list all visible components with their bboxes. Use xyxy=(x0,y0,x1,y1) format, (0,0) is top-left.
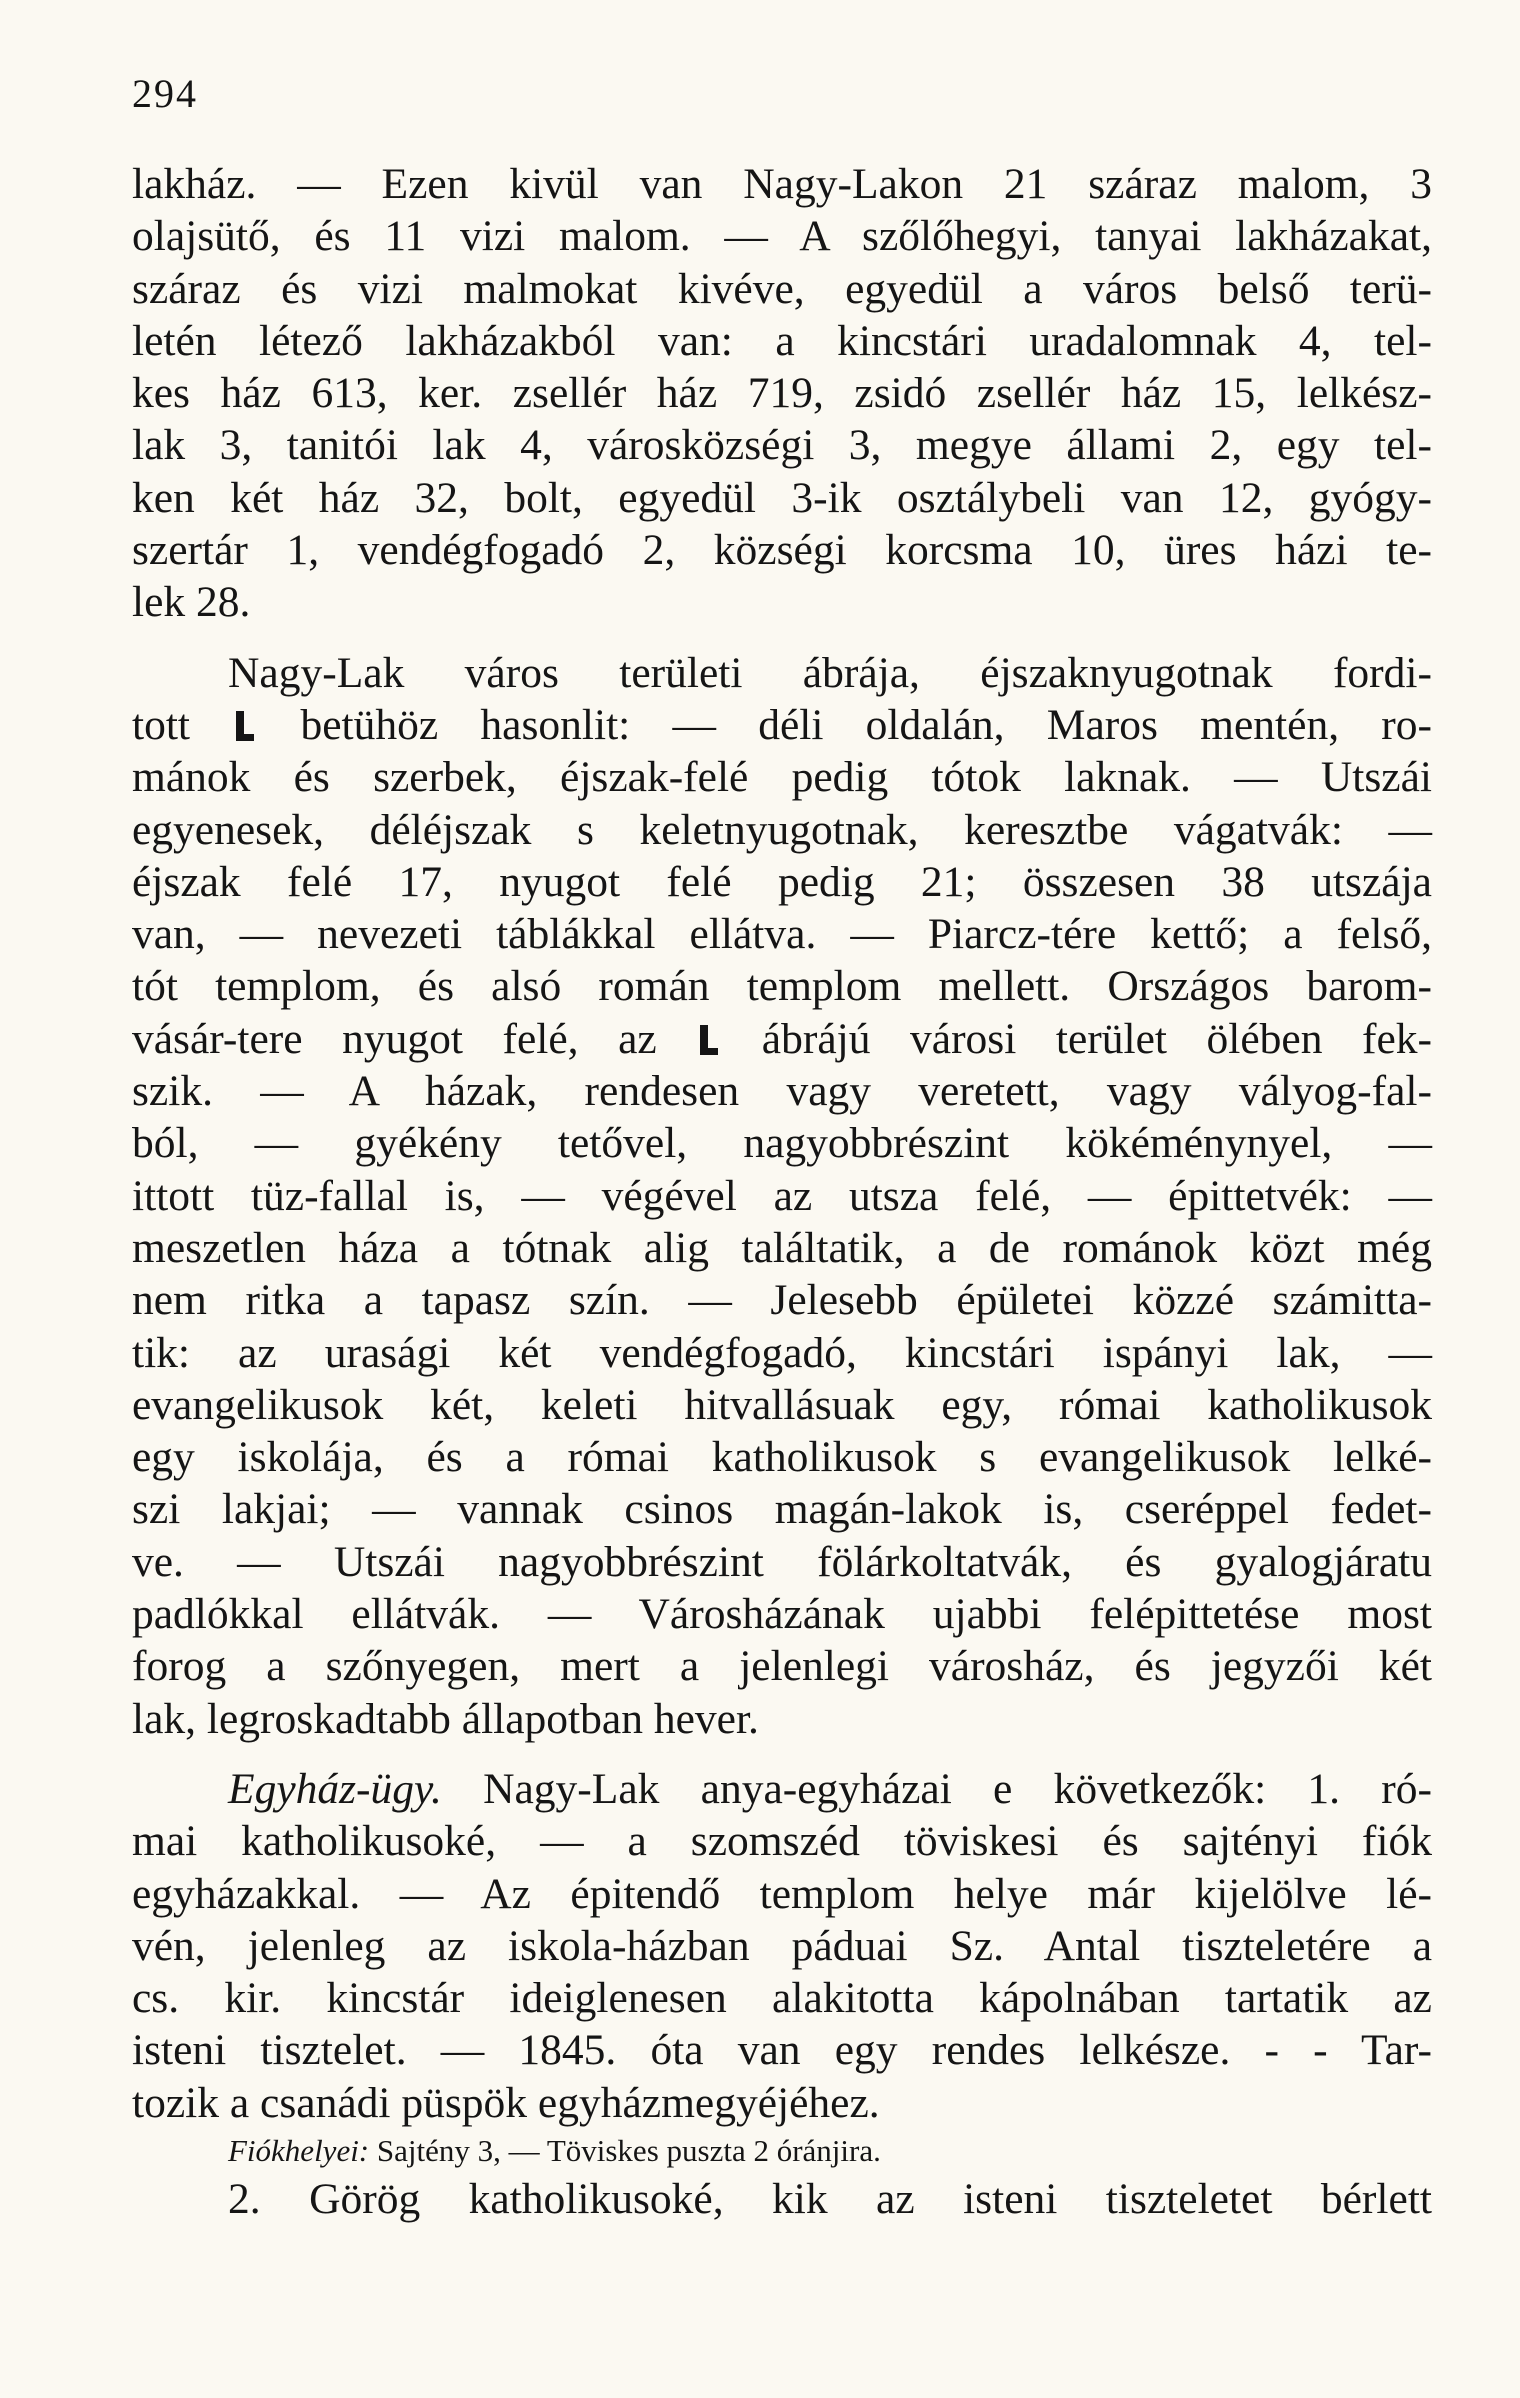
text-line: egyenesek, déléjszak s keletnyugotnak, keresztbe vágatvák: — xyxy=(132,805,1432,854)
text-line: lak 3, tanitói lak 4, városközségi 3, megye állami 2, egy tel- xyxy=(132,421,1432,470)
l-shape-glyph-icon xyxy=(700,1025,718,1055)
text-line: ken két ház 32, bolt, egyedül 3-ik osztálybeli van 12, gyógy- xyxy=(132,473,1432,522)
paragraph-housing xyxy=(132,158,1432,629)
l-shape-glyph-icon xyxy=(236,711,254,741)
text-line: egy iskolája, és a római katholikusok s evangelikusok lelké- xyxy=(132,1433,1432,1482)
text-line: evangelikusok két, keleti hitvallásuak egy, római katholikusok xyxy=(132,1380,1432,1429)
branch-text: Sajtény 3, — Töviskes puszta 2 óránjira. xyxy=(376,2132,881,2168)
text-line: kes ház 613, ker. zsellér ház 719, zsidó zsellér ház 15, lelkész- xyxy=(132,369,1432,418)
text-line: cs. kir. kincstár ideiglenesen alakitotta kápolnában tartatik az xyxy=(132,1974,1432,2023)
text-line: olajsütő, és 11 vizi malom. — A szőlőhegyi, tanyai lakházakat, xyxy=(132,212,1432,261)
text-line: egyházakkal. — Az épitendő templom helye már kijelölve lé- xyxy=(132,1869,1432,1918)
text-line: nem ritka a tapasz szín. — Jelesebb épületei közzé számitta- xyxy=(132,1276,1432,1325)
text-line: letén létező lakházakból van: a kincstári uradalomnak 4, tel- xyxy=(132,316,1432,365)
text-fragment: betühöz hasonlit: — déli oldalán, Maros mentén, ro- xyxy=(300,700,1433,749)
text-line: szi lakjai; — vannak csinos magán-lakok is, cseréppel fedet- xyxy=(132,1485,1432,1534)
text-line: ittott tüz-fallal is, — végével az utsza felé, — épittetvék: — xyxy=(132,1171,1432,1220)
text-line: tik: az urasági két vendégfogadó, kincstári ispányi lak, — xyxy=(132,1328,1432,1377)
text-line: meszetlen háza a tótnak alig találtatik, a de románok közt még xyxy=(132,1223,1432,1272)
text-line: isteni tisztelet. — 1845. óta van egy rendes lelkésze. - - Tar- xyxy=(132,2026,1432,2075)
text-fragment: Nagy-Lak anya-egyházai e következők: 1. ró- xyxy=(483,1764,1433,1813)
text-line: lek 28. xyxy=(132,578,251,627)
text-line xyxy=(132,1013,1432,1065)
text-line: 2. Görög katholikusoké, kik az isteni tiszteletet bérlett xyxy=(228,2174,1432,2223)
text-line: padlókkal ellátvák. — Városházának ujabbi felépittetése most xyxy=(132,1590,1432,1639)
text-line: lak, legroskadtabb állapotban hever. xyxy=(132,1694,759,1743)
text-line: ból, — gyékény tetővel, nagyobbrészint kökéménynyel, — xyxy=(132,1119,1432,1168)
text-line: éjszak felé 17, nyugot felé pedig 21; összesen 38 utszája xyxy=(132,857,1432,906)
text-fragment: vásár-tere nyugot felé, az xyxy=(132,1014,657,1063)
text-line: mánok és szerbek, éjszak-felé pedig tótok laknak. — Utszái xyxy=(132,753,1432,802)
section-label: Egyház-ügy. xyxy=(228,1764,442,1813)
text-line: Nagy-Lak város területi ábrája, éjszaknyugotnak fordi- xyxy=(228,648,1432,697)
text-line: tót templom, és alsó román templom mellett. Országos barom- xyxy=(132,962,1432,1011)
paragraph-town-layout xyxy=(132,647,1432,1745)
text-line: vén, jelenleg az iskola-házban páduai Sz. Antal tiszteletére a xyxy=(132,1921,1432,1970)
text-line: mai katholikusoké, — a szomszéd töviskesi és sajtényi fiók xyxy=(132,1817,1432,1866)
text-line xyxy=(132,1763,1432,1815)
text-line: lakház. — Ezen kivül van Nagy-Lakon 21 száraz malom, 3 xyxy=(132,160,1432,208)
text-line: szertár 1, vendégfogadó 2, községi korcsma 10, üres házi te- xyxy=(132,526,1432,575)
paragraph-church-affairs xyxy=(132,1763,1432,2129)
text-line: van, — nevezeti táblákkal ellátva. — Piarcz-tére kettő; a felső, xyxy=(132,910,1432,959)
text-line: száraz és vizi malmokat kivéve, egyedül a város belső terü- xyxy=(132,264,1432,313)
text-line xyxy=(132,699,1432,751)
page-number: 294 xyxy=(132,71,198,116)
text-line: ve. — Utszái nagyobbrészint fölárkoltatvák, és gyalogjáratu xyxy=(132,1537,1432,1586)
text-line: tozik a csanádi püspök egyházmegyéjéhez. xyxy=(132,2078,880,2127)
text-line: forog a szőnyegen, mert a jelenlegi városház, és jegyzői két xyxy=(132,1642,1432,1691)
text-fragment: ábrájú városi terület ölében fek- xyxy=(761,1014,1433,1063)
page-body xyxy=(132,158,1432,2225)
text-fragment: tott xyxy=(132,700,191,749)
branch-label: Fiókhelyei: xyxy=(228,2132,370,2168)
text-line: szik. — A házak, rendesen vagy veretett, vagy vályog-fal- xyxy=(132,1067,1432,1116)
branch-churches-note xyxy=(132,2129,1432,2173)
